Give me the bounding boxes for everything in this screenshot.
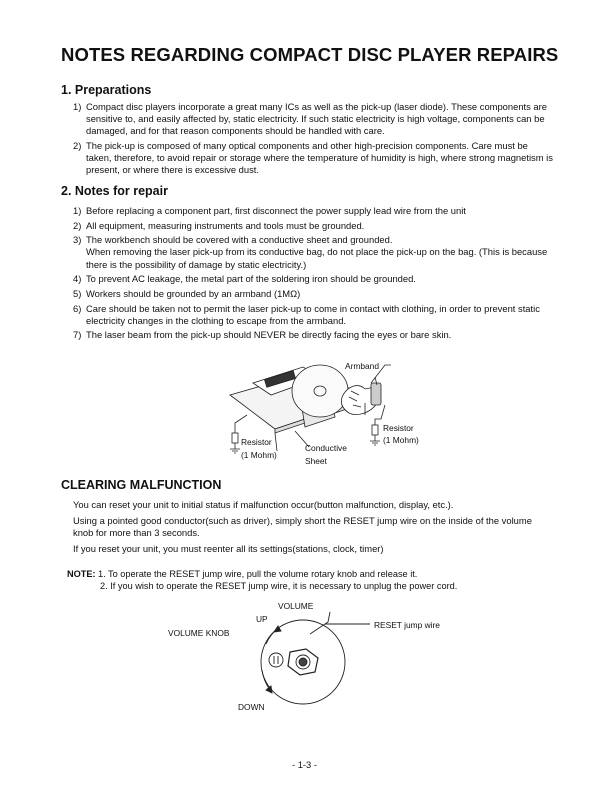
armband-label: Armband — [345, 361, 379, 371]
list-item: 6) Care should be taken not to permit the laser pick-up to come in contact with clothing, in order to prevent static electricity changes in the clothing to escape from the armband. — [73, 302, 540, 326]
section-heading-clearing-malfunction: CLEARING MALFUNCTION — [61, 478, 222, 492]
page-number: - 1-3 - — [291, 759, 317, 770]
volume-knob-illustration — [160, 598, 460, 716]
list-item: 5) Workers should be grounded by an armband (1MΩ) — [73, 287, 301, 299]
reset-paragraph-3: If you reset your unit, you must reenter all its settings(stations, clock, timer) — [73, 543, 384, 554]
list-item: 3) The workbench should be covered with a conductive sheet and grounded. When removing the laser pick-up from its conductive bag, do not place the pick-up on the bag. (This is because there is the possibility of damage by static electricity.) — [73, 234, 548, 270]
volume-knob-label: VOLUME KNOB — [168, 628, 230, 638]
list-item: 2) The pick-up is composed of many optical components and other high-precision components. Care must be taken, therefore, to avoid repair or storage where the temperature of humidity is high, where strong magnetism is present, or where there is excessive dust. — [73, 139, 553, 176]
page-title: NOTES REGARDING COMPACT DISC PLAYER REPAIRS — [61, 44, 559, 65]
volume-label: VOLUME — [278, 601, 314, 611]
reset-paragraph-1: You can reset your unit to initial status if malfunction occur(button malfunction, display, etc.). — [73, 499, 454, 510]
list-item: 1) Before replacing a component part, first disconnect the power supply lead wire from the unit — [73, 205, 466, 216]
up-label: UP — [256, 614, 268, 624]
note-line-1: 1. To operate the RESET jump wire, pull the volume rotary knob and release it. — [98, 569, 418, 579]
preparations-list — [73, 101, 553, 179]
resistor-left-value: (1 Mohm) — [241, 450, 277, 460]
note-block — [67, 568, 547, 592]
list-item: 2) All equipment, measuring instruments and tools must be grounded. — [73, 219, 365, 231]
note-line-2: 2. If you wish to operate the RESET jump wire, it is necessary to unplug the power cord. — [100, 581, 458, 592]
section-heading-notes-for-repair: 2. Notes for repair — [61, 184, 168, 198]
resistor-left-label: Resistor — [241, 437, 272, 447]
volume-knob-diagram — [160, 598, 460, 716]
conductive-label: Conductive — [305, 443, 347, 453]
sheet-label: Sheet — [305, 456, 327, 466]
section-heading-preparations: 1. Preparations — [61, 83, 152, 97]
list-item: 7) The laser beam from the pick-up should NEVER be directly facing the eyes or bare skin. — [73, 329, 452, 341]
resistor-right-value: (1 Mohm) — [383, 435, 419, 445]
reset-jump-wire-label: RESET jump wire — [374, 620, 440, 630]
list-item: 1) Compact disc players incorporate a great many ICs as well as the pick-up (laser diode). These components are sensitive to, and easily affected by, static electricity. If such static electricity is high voltage, components can be damaged, and for that reason components should be handled with care. — [73, 101, 547, 137]
note-label: NOTE: — [67, 569, 96, 579]
grounding-diagram — [225, 355, 465, 470]
resistor-right-label: Resistor — [383, 423, 414, 433]
list-item: 4) To prevent AC leakage, the metal part of the soldering iron should be grounded. — [73, 273, 416, 285]
repair-notes-list — [73, 205, 553, 344]
down-label: DOWN — [238, 702, 265, 712]
reset-paragraph-2: Using a pointed good conductor(such as driver), simply short the RESET jump wire on the inside of the volume knob for more than 3 seconds. — [73, 515, 532, 539]
